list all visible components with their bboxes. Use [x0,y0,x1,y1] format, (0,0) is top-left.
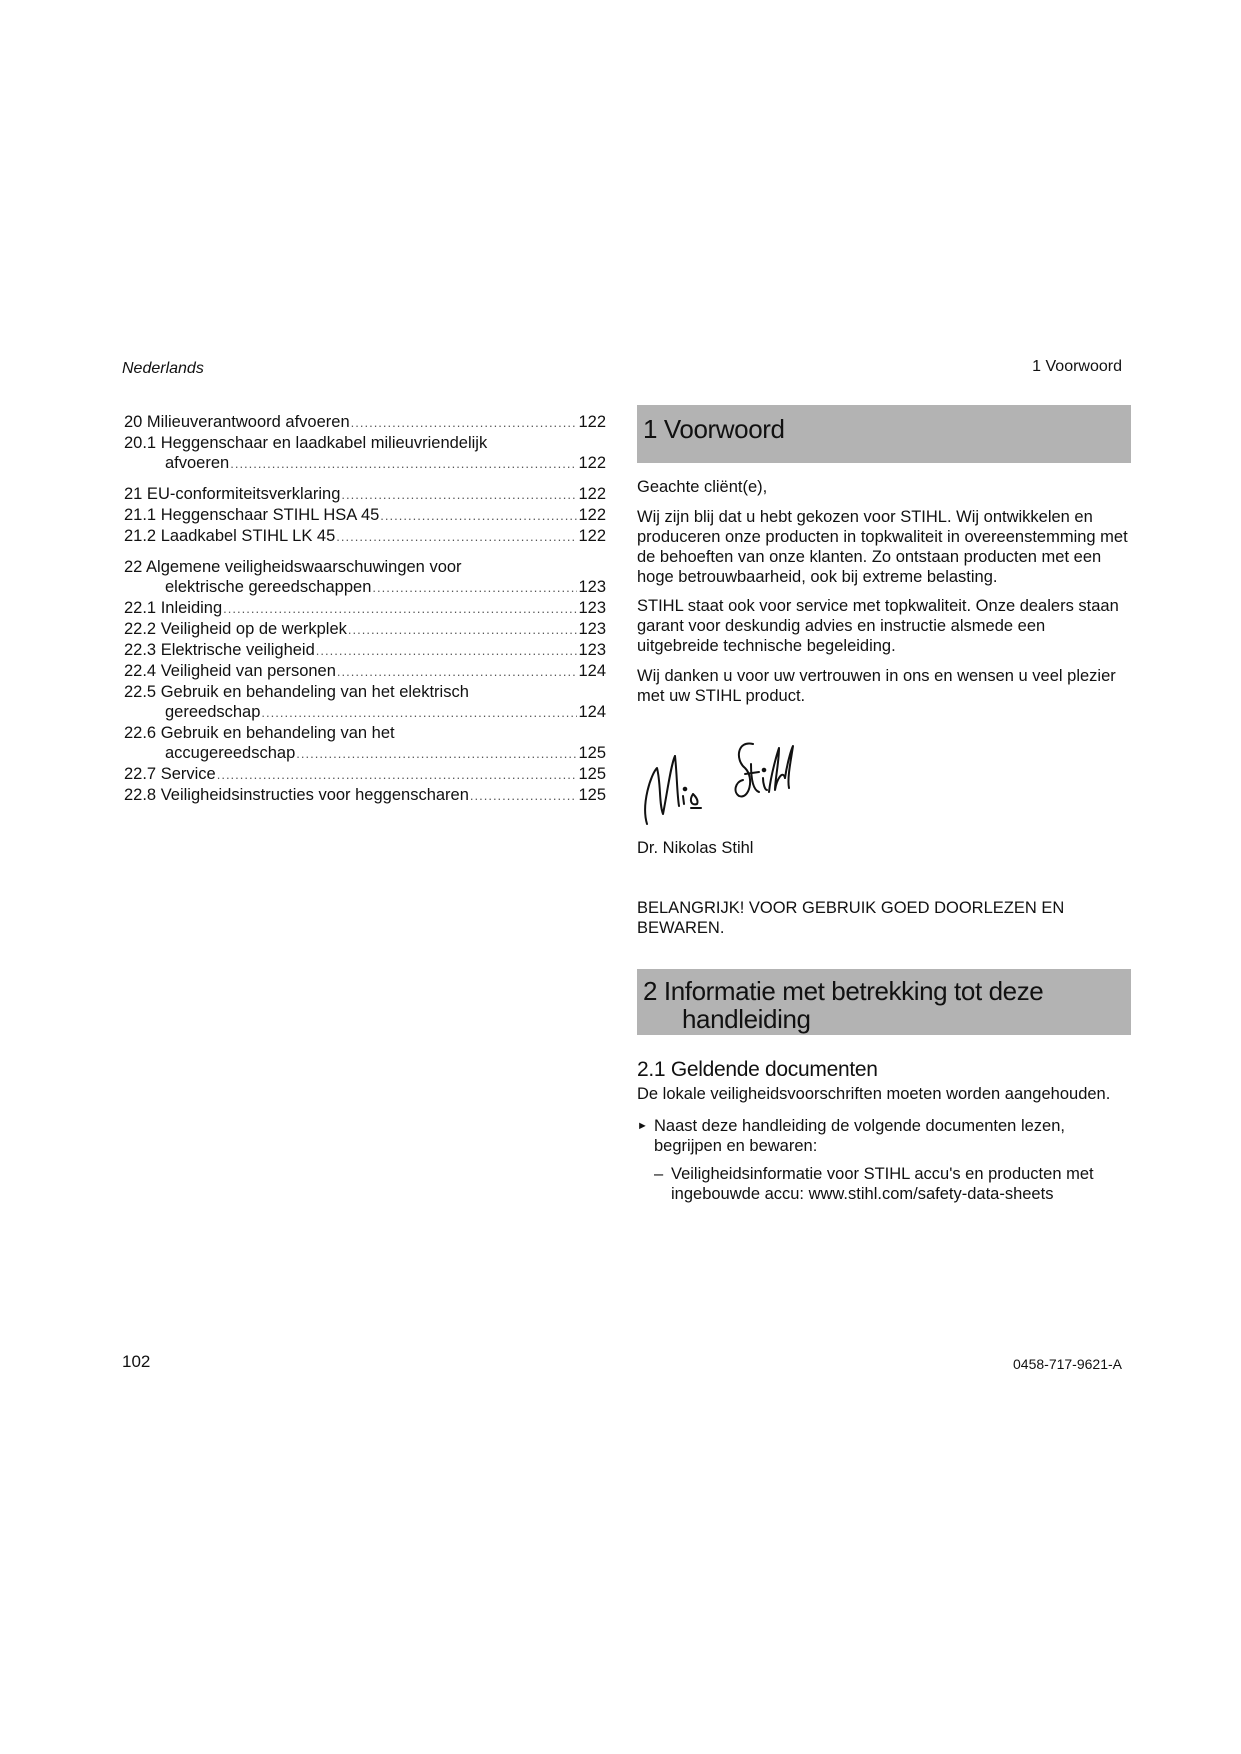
toc-leader [337,662,578,682]
toc-page-number: 125 [578,786,606,804]
bullet-text: Naast deze handleiding de volgende documenten lezen, begrijpen en bewaren: [654,1117,1065,1155]
toc-entry [124,764,606,785]
triangle-bullet-icon: ► [637,1120,648,1132]
toc-entry-title-cont: accugereedschap [165,744,296,762]
toc-entry [124,526,606,547]
toc-entry-title: 21.2 Laadkabel STIHL LK 45 [124,527,336,545]
toc-page-number: 122 [578,527,606,545]
dash-item [637,1164,1131,1204]
toc-entry-title: 22.6 Gebruik en behandeling van het [124,724,395,742]
toc-entry-title: 22.2 Veiligheid op de werkplek [124,620,347,638]
section-2-title-line2: handleiding [682,1004,811,1034]
toc-entry-title: 22.4 Veiligheid van personen [124,662,336,680]
toc-page-number: 122 [578,506,606,524]
section-1-title: 1 Voorwoord [637,405,1131,463]
toc-leader [217,765,578,785]
section-2-title [637,969,1131,1035]
toc-entry [124,723,606,764]
toc-page-number: 122 [578,413,606,431]
toc-leader [341,485,577,505]
toc-leader [316,641,578,661]
toc-leader [348,620,578,640]
subsection-text: De lokale veiligheidsvoorschriften moeten worden aangehouden. [637,1085,1111,1103]
toc-entry-title: 20 Milieuverantwoord afvoeren [124,413,350,431]
right-column [637,405,1131,1204]
table-of-contents [124,412,606,806]
toc-entry-title: 21.1 Heggenschaar STIHL HSA 45 [124,506,380,524]
toc-leader [351,413,578,433]
toc-page-number: 122 [578,454,606,472]
toc-page-number: 125 [578,744,606,762]
toc-page-number: 124 [578,703,606,721]
toc-entry [124,557,606,598]
dash-icon: – [654,1165,664,1183]
toc-entry-title: 22.5 Gebruik en behandeling van het elektrisch [124,683,469,701]
toc-entry-title: 22.3 Elektrische veiligheid [124,641,315,659]
toc-entry [124,661,606,682]
dash-text: Veiligheidsinformatie voor STIHL accu's en producten met ingebouwde accu: www.stihl.com/safety-data-sheets [671,1165,1094,1203]
header-language: Nederlands [122,360,204,377]
toc-entry [124,640,606,661]
toc-leader [372,578,577,598]
paragraph-thanks: Wij danken u voor uw vertrouwen in ons en wensen u veel plezier met uw STIHL product. [637,667,1116,705]
important-notice: BELANGRIJK! VOOR GEBRUIK GOED DOORLEZEN EN BEWAREN. [637,899,1065,937]
signature-name: Dr. Nikolas Stihl [637,839,754,857]
toc-page-number: 123 [578,578,606,596]
toc-page-number: 124 [578,662,606,680]
toc-entry [124,433,606,474]
header-section: 1 Voorwoord [1032,358,1122,375]
bullet-item [637,1116,1131,1156]
toc-leader [380,506,577,526]
signature-icon [637,734,797,834]
toc-entry-title-cont: elektrische gereedschappen [165,578,372,596]
toc-entry [124,682,606,723]
toc-leader [261,703,577,723]
signature-image [637,734,1131,834]
toc-entry-title: 20.1 Heggenschaar en laadkabel milieuvriendelijk [124,434,488,452]
toc-page-number: 123 [578,641,606,659]
page-number: 102 [122,1352,151,1371]
greeting: Geachte cliënt(e), [637,478,768,496]
toc-leader [230,454,577,474]
toc-leader [470,786,578,806]
toc-entry-title: 22.7 Service [124,765,216,783]
toc-entry [124,484,606,505]
toc-entry-title: 21 EU-conformiteitsverklaring [124,485,341,503]
paragraph-service: STIHL staat ook voor service met topkwaliteit. Onze dealers staan garant voor deskundig advies en instructie alsmede een uitgebreide technische begeleiding. [637,597,1119,655]
toc-page-number: 123 [578,620,606,638]
toc-entry-title: 22.8 Veiligheidsinstructies voor heggenscharen [124,786,469,804]
document-code: 0458-717-9621-A [1013,1356,1122,1372]
section-2-title-line1: 2 Informatie met betrekking tot deze [643,976,1044,1006]
toc-leader [223,599,577,619]
toc-entry-title-cont: afvoeren [165,454,230,472]
toc-page-number: 125 [578,765,606,783]
paragraph-intro: Wij zijn blij dat u hebt gekozen voor STIHL. Wij ontwikkelen en produceren onze producten in topkwaliteit in overeenstemming met de behoeften van onze klanten. Zo ontstaan producten met een hoge betrouwbaarheid, ook bij extreme belasting. [637,508,1128,586]
subsection-title: 2.1 Geldende documenten [637,1058,878,1081]
toc-leader [336,527,577,547]
toc-entry-title: 22 Algemene veiligheidswaarschuwingen voor [124,558,462,576]
toc-entry [124,619,606,640]
toc-entry-title-cont: gereedschap [165,703,261,721]
toc-leader [296,744,577,764]
toc-entry [124,412,606,433]
toc-page-number: 122 [578,485,606,503]
toc-entry [124,505,606,526]
toc-page-number: 123 [578,599,606,617]
toc-entry [124,598,606,619]
toc-entry-title: 22.1 Inleiding [124,599,223,617]
toc-entry [124,785,606,806]
